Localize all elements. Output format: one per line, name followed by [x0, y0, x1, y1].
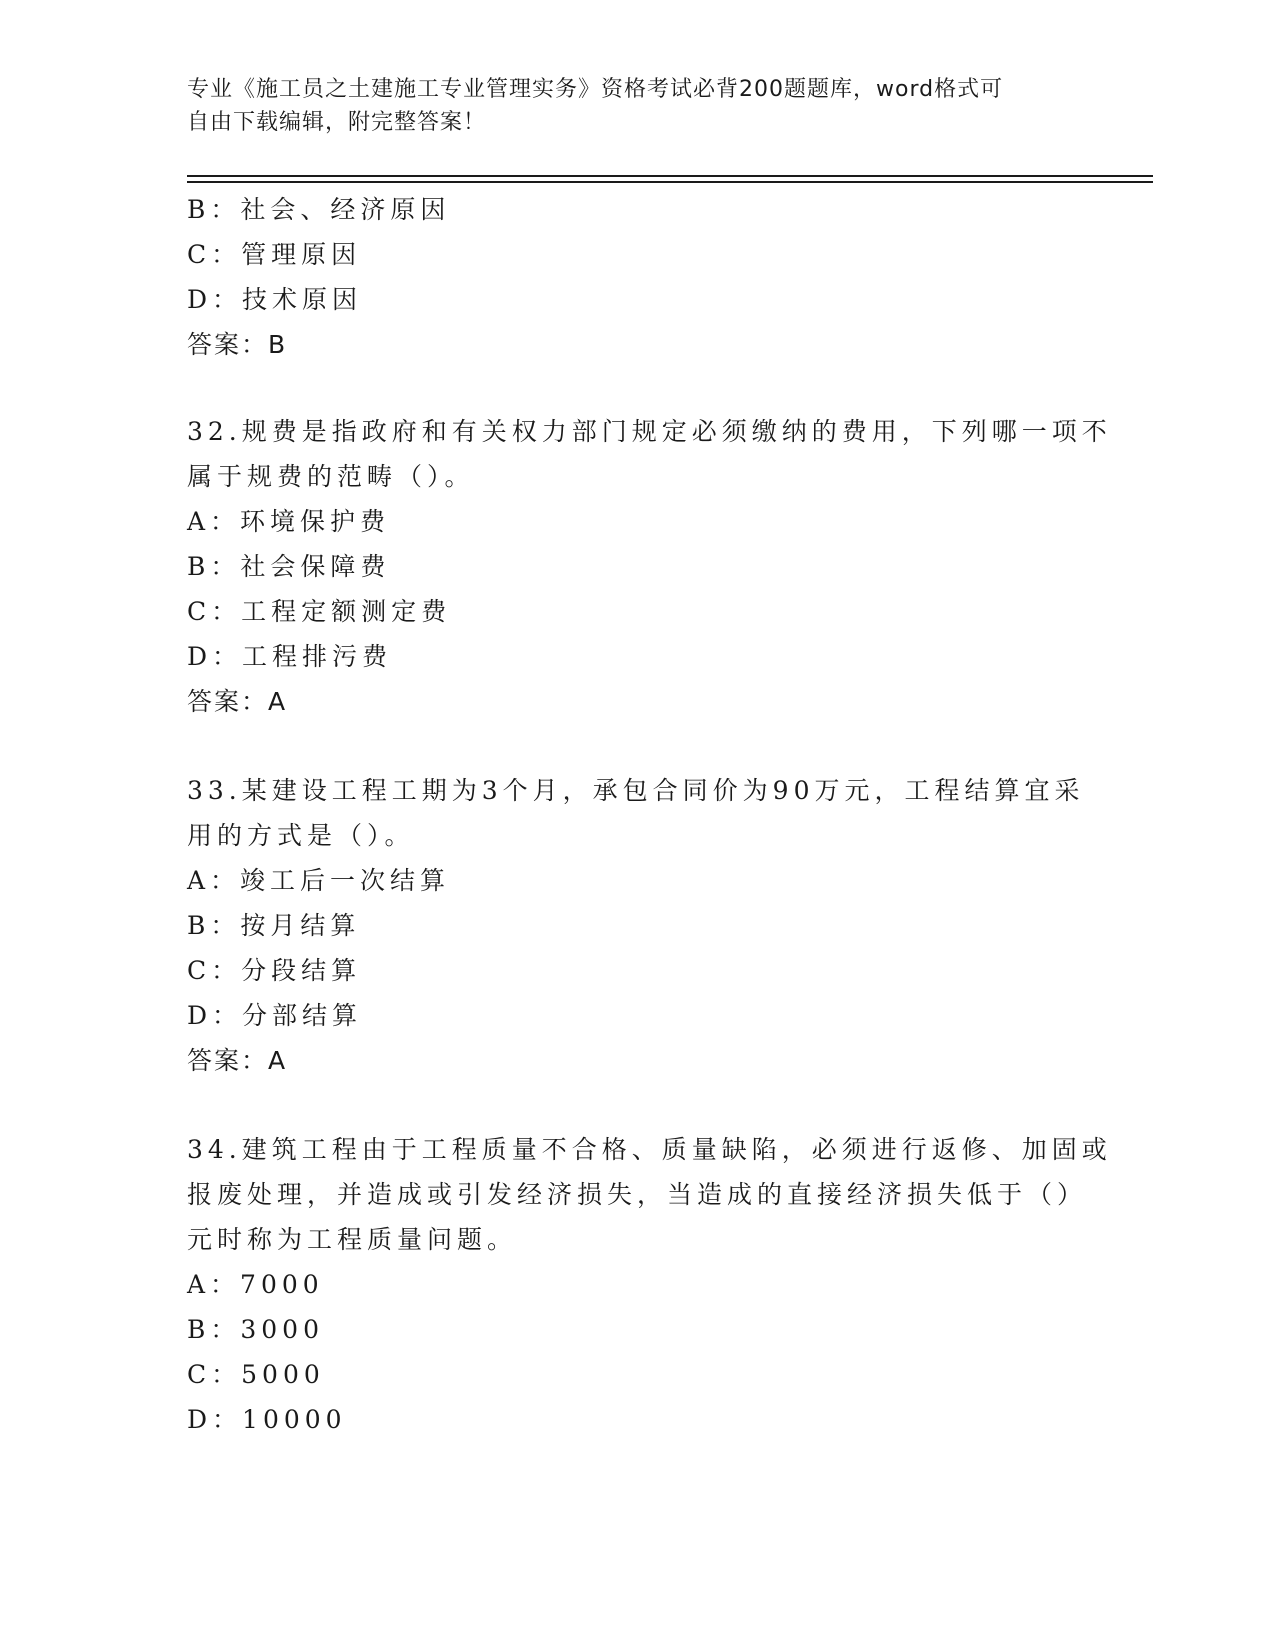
- q31-option-c: C：管理原因: [187, 240, 362, 269]
- q34-option-a: A：7000: [187, 1270, 324, 1299]
- q31-answer: 答案：B: [187, 330, 288, 359]
- q31-option-b: B：社会、经济原因: [187, 195, 451, 224]
- q33-answer: 答案：A: [187, 1046, 288, 1075]
- q34-stem-line-2: 报废处理，并造成或引发经济损失，当造成的直接经济损失低于（）: [187, 1180, 1088, 1209]
- q32-stem-line-2: 属于规费的范畴（）。: [187, 462, 475, 491]
- q34-option-d: D：10000: [187, 1405, 347, 1434]
- document-header: [187, 73, 1067, 139]
- q34-option-b: B：3000: [187, 1315, 324, 1344]
- q31-option-d: D：技术原因: [187, 285, 363, 314]
- q33-stem-line-1: 33.某建设工程工期为3个月，承包合同价为90万元，工程结算宜采: [187, 776, 1085, 805]
- q33-stem-line-2: 用的方式是（）。: [187, 821, 415, 850]
- header-line-1: 专业《施工员之土建施工专业管理实务》资格考试必背200题题库，word格式可: [187, 77, 1004, 102]
- q32-option-c: C：工程定额测定费: [187, 597, 452, 626]
- q32-option-d: D：工程排污费: [187, 642, 393, 671]
- q32-option-a: A：环境保护费: [187, 507, 391, 536]
- header-divider-bottom: [187, 181, 1153, 183]
- header-divider-top: [187, 175, 1153, 177]
- q32-option-b: B：社会保障费: [187, 552, 391, 581]
- q32-stem-line-1: 32.规费是指政府和有关权力部门规定必须缴纳的费用，下列哪一项不: [187, 417, 1112, 446]
- q34-stem-line-3: 元时称为工程质量问题。: [187, 1225, 518, 1254]
- q33-option-c: C：分段结算: [187, 956, 362, 985]
- q32-answer: 答案：A: [187, 687, 288, 716]
- header-line-2: 自由下载编辑，附完整答案！: [187, 110, 487, 135]
- q33-option-d: D：分部结算: [187, 1001, 363, 1030]
- q34-stem-line-1: 34.建筑工程由于工程质量不合格、质量缺陷，必须进行返修、加固或: [187, 1135, 1112, 1164]
- q33-option-b: B：按月结算: [187, 911, 361, 940]
- q34-option-c: C：5000: [187, 1360, 325, 1389]
- q33-option-a: A：竣工后一次结算: [187, 866, 451, 895]
